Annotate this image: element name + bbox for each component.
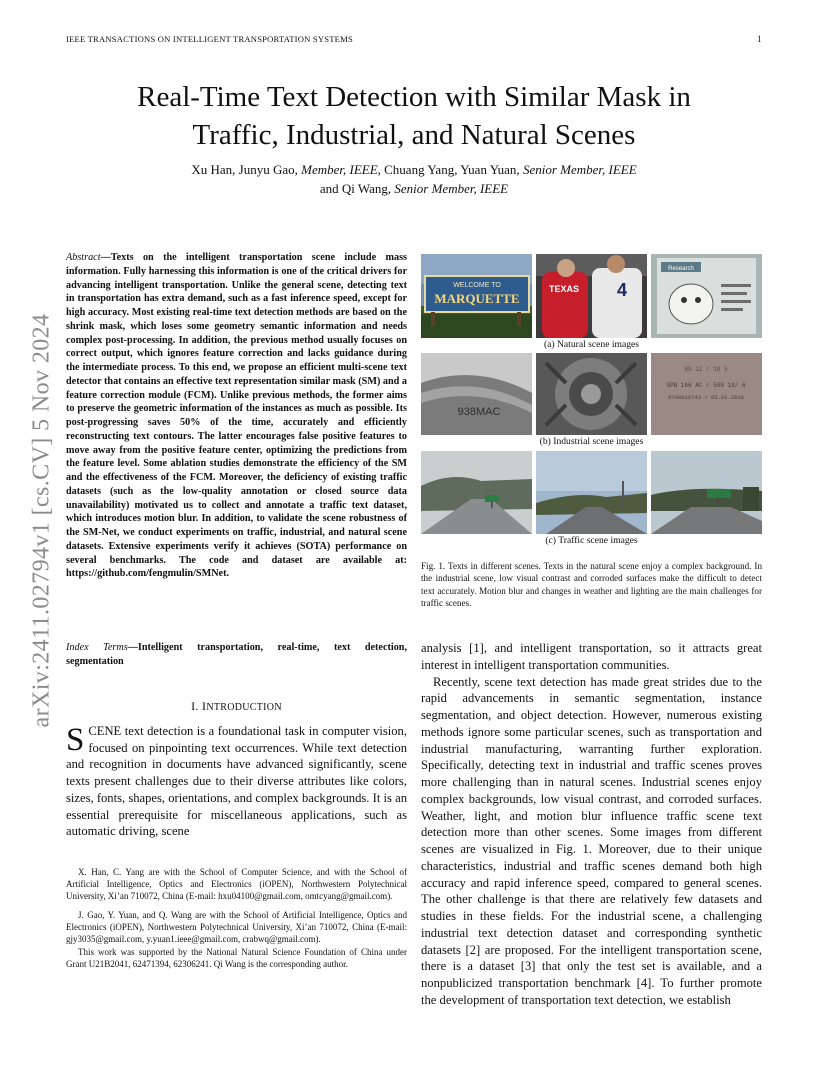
industrial-image-3 [651,353,762,435]
metal-stamp-text: 938MAC [457,406,501,418]
right-column-text [421,640,762,1009]
subcaption-a: (a) Natural scene images [543,339,640,350]
index-terms-label: Index Terms [66,642,128,653]
drop-cap: S [66,722,85,758]
poster-title-text: Research [668,266,694,272]
traffic-image-1 [421,451,532,534]
index-terms [66,641,407,669]
authors-names-c: and Qi Wang, [319,181,395,196]
metal-code-2: 9700016743 / 03.02.2018 [668,394,744,401]
introduction-paragraph [66,723,407,840]
sign-city-text: MARQUETTE [434,291,520,306]
jersey-number: 4 [616,280,628,300]
author-role-2: Senior Member, IEEE [522,162,637,177]
abstract [66,251,407,581]
abstract-label: Abstract [66,252,101,263]
metal-top-text: 89 12 / 10 5 [684,366,728,373]
paper-title [60,78,768,154]
abstract-text: —Texts on the intelligent transportation scene include mass information. Fully harnessing this information is one of the critical drivers for advancing intelligent transportation. Unlike the general scene, detecting text in transportation has extra demand, such as a fast inference speed, except for high accuracy. Most existing real-time text detection methods are based on the shrink mask, which loses some geometry semantic information and needs complex post-processing. In addition, the previous method usually focuses on correct output, which ignores feature correction and lacks guidance during the intermediate process. To this end, we propose an efficient multi-scene text detector that contains an effective text representation similar mask (SM) and a feature correction module (FCM). Unlike previous methods, the former aims to preserve the geometric information of the instances as much as possible. Its post-progressing saves 50% of the time, accurately and efficiently reconstructing text contours. The latter encourages false positive features to move away from the positive feature center, optimizing the predictions from the feature level. Some ablation studies demonstrate the efficiency of the SM and the effectiveness of the FCM. Moreover, the deficiency of existing traffic datasets (such as the low-quality annotation or closed source data unavailability) motivated us to collect and annotate a traffic text dataset, which introduces motion blur. In addition, to validate the scene robustness of the SM-Net, we conduct experiments on traffic, industrial, and natural scene datasets. Extensive experiments verify it achieves (SOTA) performance on several benchmarks. The code and dataset are available at: https://github.com/fengmulin/SMNet. [66,252,407,580]
section-numeral: I. [191,699,203,713]
natural-scene-image-2 [536,254,647,338]
section-title-rest: NTRODUCTION [206,702,282,713]
right-paragraph-recently: Recently, scene text detection has made great strides due to the rapid advancements in semantic segmentation, instance segmentation, and object detection. However, numerous existing methods ignore some particular scenes, such as transportation and industrial manufacturing, warranting further exploration. Specifically, detecting text in industrial and traffic scenes proves more challenging than in natural scenes. Industrial scenes enjoy complex backgrounds, low visual contrast, and corroded surfaces. Weather, light, and motion blur influence traffic scene text detection more than other scenes. Some images from different scenes are visualized in Fig. 1. Moreover, due to their unique characteristics, industrial and traffic scenes demand both high accuracy and rapid inference speed, compared to general scenes. The other challenge is that there are relatively few datasets and studies in these fields. For the industrial scene, a challenging industrial text detection dataset and corresponding synthetic datasets [2] are proposed. For the intelligent transportation scene, there is a dataset [3] that only the test set is available, and a nonpublicized transportation benchmark [4]. To further promote the development of transportation text detection, we establish [421,674,762,1007]
authors-names-a: Xu Han, Junyu Gao, [191,162,302,177]
footnote-funding: This work was supported by the National Natural Science Foundation of China under Grant U21B2041, 62471394, 62306241. Qi Wang is the corresponding author. [66,946,407,969]
industrial-image-2 [536,353,647,435]
jersey-text: TEXAS [548,284,580,294]
figure-caption: Fig. 1. Texts in different scenes. Texts in the natural scene enjoy a complex background. In the industrial scene, low visual contrast and corroded surfaces make the difficult to detect text accurately. Motion blur and changes in weather and lighting are the main challenges for traffic scenes. [421,561,762,609]
natural-scene-image-3 [651,254,762,338]
subcaption-c: (c) Traffic scene images [545,535,638,546]
author-role-1: Member, IEEE, [301,162,381,177]
intro-lead-word: CENE [88,724,122,738]
author-role-3: Senior Member, IEEE [394,181,509,196]
sign-welcome-text: WELCOME TO [453,282,501,289]
section-initial: I [202,699,207,713]
title-line-2: Traffic, Industrial, and Natural Scenes [192,119,636,151]
footnote-affiliation-1: X. Han, C. Yang are with the School of Computer Science, and with the School of Artificial Intelligence, Optics and Electronics (iOPEN), Northwestern Polytechnical University, Xi’an 710072, China (E-mail: hxu04100@gmail.com, omtcyang@gmail.com). [66,867,407,902]
page-number: 1 [757,34,762,44]
running-header: IEEE TRANSACTIONS ON INTELLIGENT TRANSPORTATION SYSTEMS [66,34,353,44]
industrial-image-1 [421,353,532,435]
authors-line-1 [60,160,768,179]
author-footnotes [66,866,407,970]
authors-line-2 [60,179,768,198]
footnote-affiliation-2: J. Gao, Y. Yuan, and Q. Wang are with the School of Artificial Intelligence, Optics and Electronics (iOPEN), Northwestern Polytechnical University, Xi’an 710072, China (E-mail: gjy3035@gmail.com, y.yuan1.ieee@gmail.com, crabwq@gmail.com). [66,910,407,945]
authors-names-b: Chuang Yang, Yuan Yuan, [380,162,523,177]
section-heading-introduction [66,699,407,714]
traffic-image-3 [651,451,762,534]
right-paragraph-continued: analysis [1], and intelligent transportation, so it attracts great interest in intelligent transportation communities. [421,641,762,672]
subcaption-b: (b) Industrial scene images [539,436,644,447]
author-list [60,160,768,198]
natural-scene-image-1 [421,254,532,338]
arxiv-id-text: arXiv:2411.02794v1 [cs.CV] 5 Nov 2024 [28,313,55,727]
title-line-1: Real-Time Text Detection with Similar Mask in [137,81,691,113]
metal-code-1: SPB 166 AC / 500 18/ 6 [666,382,746,389]
intro-text: text detection is a foundational task in computer vision, focused on pinpointing text occurrences. While text detection and recognition in documents have advanced significantly, scene texts present challenges due to their diverse attributes like colors, sizes, fonts, shapes, orientations, and complex backgrounds. It is an essential prerequisite for miscellaneous applications, such as automatic driving, scene [66,724,407,839]
traffic-image-2 [536,451,647,534]
arxiv-side-identifier [22,280,62,760]
index-terms-text: —Intelligent transportation, real-time, text detection, segmentation [66,642,407,667]
